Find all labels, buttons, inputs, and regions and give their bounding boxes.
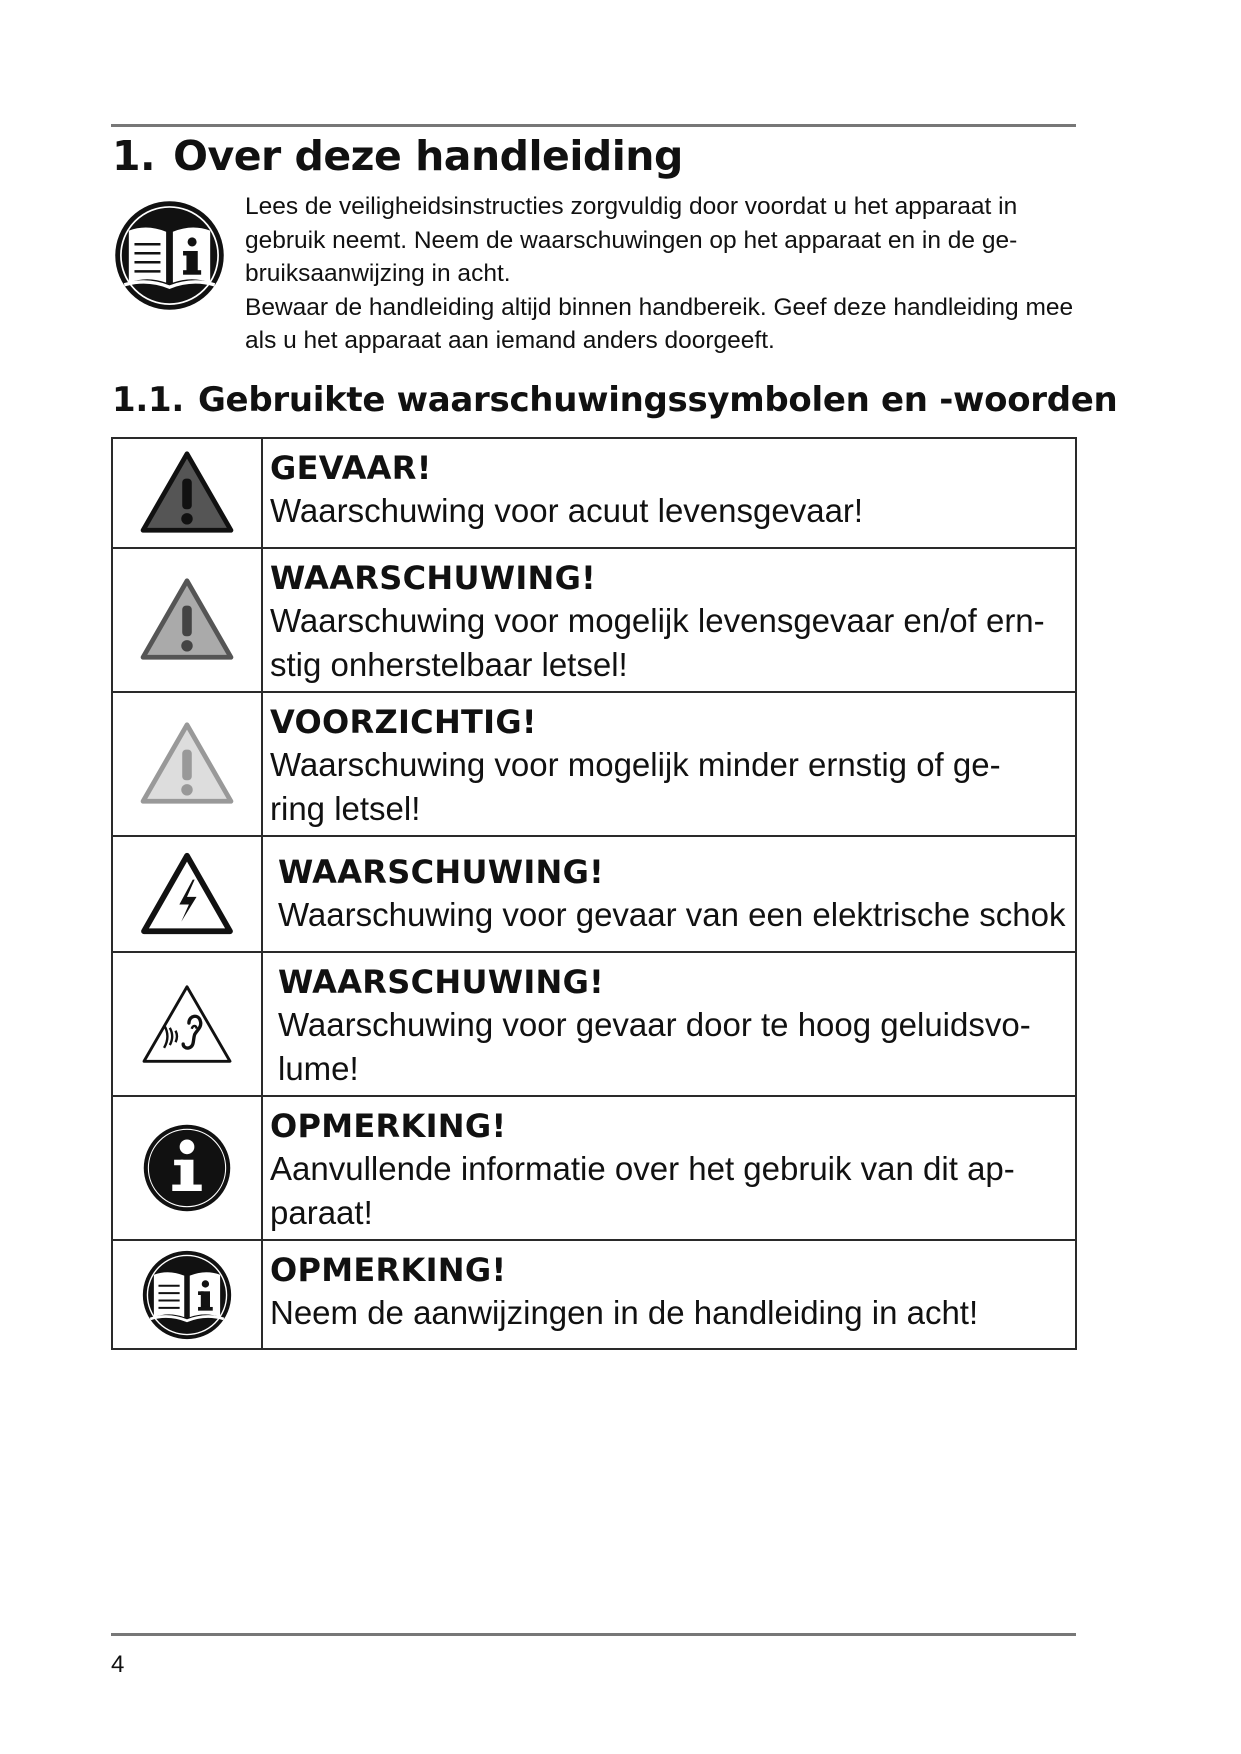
signal-word: OPMERKING! [270, 1107, 507, 1145]
electric-shock-icon [113, 851, 261, 937]
warning-triangle-icon [113, 577, 261, 663]
symbol-text-cell [262, 438, 1076, 548]
section-title: Over deze handleiding [173, 132, 683, 180]
table-row [112, 1096, 1076, 1240]
danger-triangle-icon [113, 450, 261, 536]
symbol-description: Neem de aanwijzingen in de handleiding in acht! [270, 1294, 979, 1331]
table-row [112, 1240, 1076, 1349]
manual-info-icon [113, 1249, 261, 1341]
symbol-text-cell [262, 548, 1076, 692]
table-row [112, 836, 1076, 952]
signal-word: WAARSCHUWING! [270, 559, 597, 597]
bottom-rule [111, 1633, 1076, 1636]
table-row [112, 548, 1076, 692]
symbol-text-cell [262, 1240, 1076, 1349]
section-heading [112, 132, 683, 180]
signal-word: OPMERKING! [270, 1251, 507, 1289]
symbol-description: Waarschuwing voor mogelijk minder ernstig of ge- ring letsel! [270, 746, 1001, 827]
signal-word: VOORZICHTIG! [270, 703, 537, 741]
subsection-title: Gebruikte waarschuwingssymbolen en -woorden [197, 380, 1118, 420]
symbol-cell [112, 836, 262, 952]
symbol-cell [112, 438, 262, 548]
table-row [112, 692, 1076, 836]
symbol-text-cell [262, 692, 1076, 836]
symbol-cell [112, 692, 262, 836]
symbol-cell [112, 548, 262, 692]
page-number: 4 [111, 1651, 125, 1678]
warning-symbols-table [111, 437, 1077, 1350]
top-rule [111, 124, 1076, 127]
signal-word: WAARSCHUWING! [278, 853, 605, 891]
symbol-description: Waarschuwing voor gevaar door te hoog geluidsvo- lume! [278, 1006, 1031, 1087]
symbol-cell [112, 1096, 262, 1240]
symbol-description: Waarschuwing voor mogelijk levensgevaar en/of ern- stig onherstelbaar letsel! [270, 602, 1045, 683]
symbol-cell [112, 1240, 262, 1349]
signal-word: GEVAAR! [270, 449, 432, 487]
symbol-description: Waarschuwing voor acuut levensgevaar! [270, 492, 864, 529]
table-row [112, 438, 1076, 548]
section-number: 1. [112, 132, 156, 180]
symbol-text-cell [262, 1096, 1076, 1240]
intro-text [245, 190, 1075, 358]
info-icon [113, 1122, 261, 1214]
symbol-description: Waarschuwing voor gevaar van een elektrische schok [278, 896, 1066, 933]
symbol-cell [112, 952, 262, 1096]
caution-triangle-icon [113, 721, 261, 807]
intro-paragraph: Bewaar de handleiding altijd binnen handbereik. Geef deze handleiding mee als u het apparaat aan iemand anders doorgeeft. [245, 293, 1074, 354]
signal-word: WAARSCHUWING! [278, 963, 605, 1001]
subsection-heading [112, 380, 1117, 420]
subsection-number: 1.1. [112, 380, 184, 420]
symbol-text-cell [262, 836, 1076, 952]
hearing-hazard-icon [113, 981, 261, 1067]
intro-paragraph: Lees de veiligheidsinstructies zorgvuldig door voordat u het apparaat in gebruik neemt. Neem de waarschuwingen op het apparaat en in de gebruiksaanwijzing in acht. [245, 193, 1018, 287]
manual-info-icon [113, 199, 226, 312]
symbol-description: Aanvullende informatie over het gebruik van dit ap- paraat! [270, 1150, 1015, 1231]
table-row [112, 952, 1076, 1096]
symbol-text-cell [262, 952, 1076, 1096]
